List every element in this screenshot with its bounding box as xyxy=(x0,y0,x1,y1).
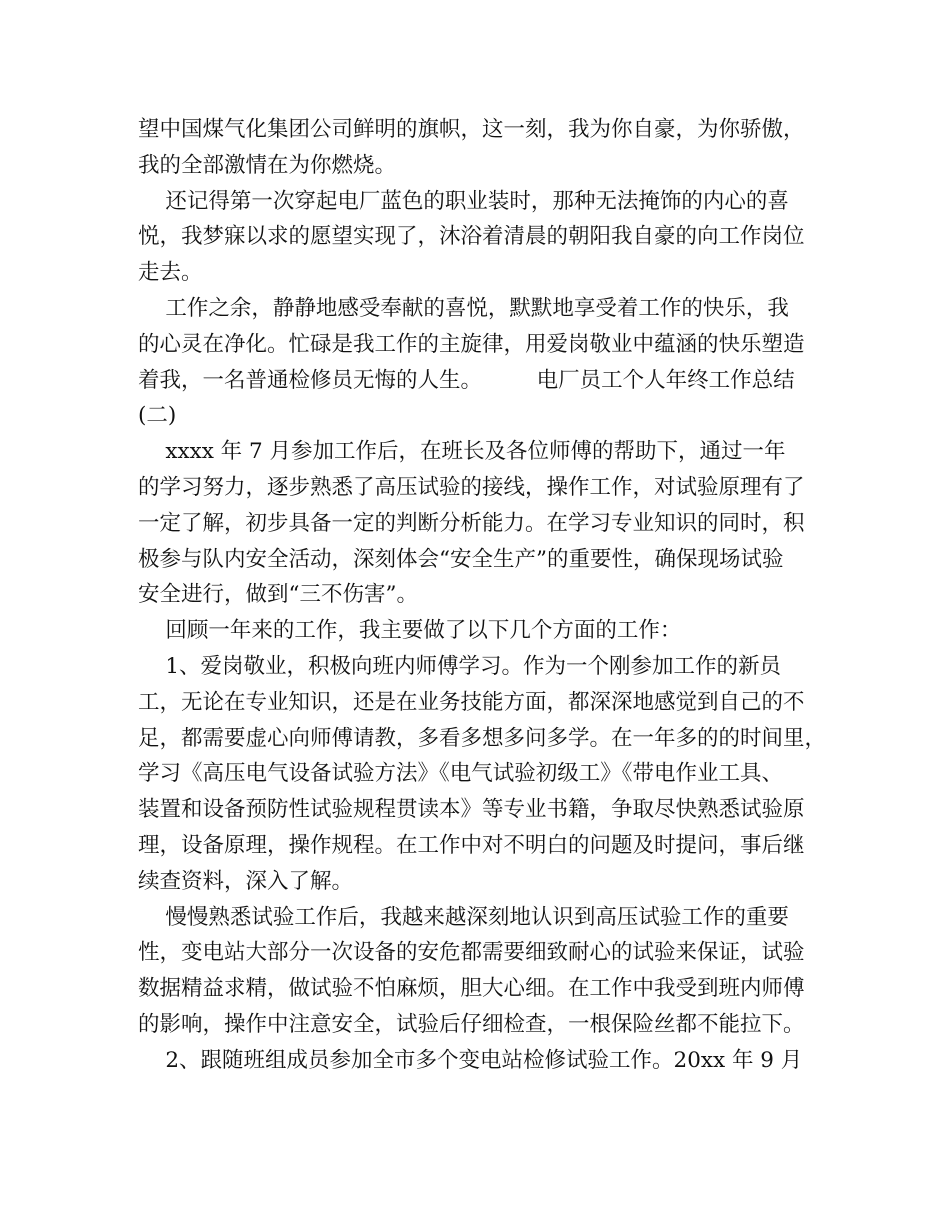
text-line: 足，都需要虚心向师傅请教，多看多想多问多学。在一年多的的时间里， xyxy=(138,725,827,751)
text-line: 一定了解，初步具备一定的判断分析能力。在学习专业知识的同时，积 xyxy=(138,510,805,536)
text-line: 工作之余，静静地感受奉献的喜悦，默默地享受着工作的快乐，我 xyxy=(138,295,789,321)
text-line: 望中国煤气化集团公司鲜明的旗帜，这一刻，我为你自豪，为你骄傲， xyxy=(138,117,805,142)
text-line: 1、爱岗敬业，积极向班内师傅学习。作为一个刚参加工作的新员 xyxy=(138,653,782,679)
text-line: xxxx 年 7 月参加工作后，在班长及各位师傅的帮助下，通过一年 xyxy=(138,439,786,465)
text-line: 还记得第一次穿起电厂蓝色的职业装时，那种无法掩饰的内心的喜 xyxy=(138,188,789,214)
text-line: 性，变电站大部分一次设备的安危都需要细致耐心的试验来保证，试验 xyxy=(138,940,805,966)
text-line: 续查资料，深入了解。 xyxy=(138,868,354,894)
text-line: 回顾一年来的工作，我主要做了以下几个方面的工作： xyxy=(138,618,682,644)
text-line: 工，无论在专业知识，还是在业务技能方面，都深深地感觉到自己的不 xyxy=(138,689,805,715)
text-line: 理，设备原理，操作规程。在工作中对不明白的问题及时提问，事后继 xyxy=(138,832,805,858)
text-line: 极参与队内安全活动，深刻体会“安全生产”的重要性，确保现场试验 xyxy=(138,546,784,572)
text-line: 2、跟随班组成员参加全市多个变电站检修试验工作。20xx 年 9 月 xyxy=(138,1047,803,1073)
text-line: 悦，我梦寐以求的愿望实现了，沐浴着清晨的朝阳我自豪的向工作岗位 xyxy=(138,224,805,250)
text-line: 的心灵在净化。忙碌是我工作的主旋律，用爱岗敬业中蕴涵的快乐塑造 xyxy=(138,331,805,357)
text-line: (二) xyxy=(138,403,177,429)
text-line: 着我，一名普通检修员无悔的人生。 电厂员工个人年终工作总结 xyxy=(138,367,795,393)
text-line: 学习《高压电气设备试验方法》《电气试验初级工》《带电作业工具、 xyxy=(138,761,784,787)
text-line: 数据精益求精，做试验不怕麻烦，胆大心细。在工作中我受到班内师傅 xyxy=(138,976,805,1002)
text-line: 走去。 xyxy=(138,260,203,286)
text-line: 的学习努力，逐步熟悉了高压试验的接线，操作工作，对试验原理有了 xyxy=(138,474,805,500)
text-line: 的影响，操作中注意安全，试验后仔细检查，一根保险丝都不能拉下。 xyxy=(138,1011,805,1037)
text-line: 装置和设备预防性试验规程贯读本》等专业书籍，争取尽快熟悉试验原 xyxy=(138,797,805,823)
body-text xyxy=(138,112,827,1079)
text-line: 慢慢熟悉试验工作后，我越来越深刻地认识到高压试验工作的重要 xyxy=(138,904,789,930)
text-line: 安全进行，做到“三不伤害”。 xyxy=(138,582,418,608)
text-line: 我的全部激情在为你燃烧。 xyxy=(138,152,397,178)
